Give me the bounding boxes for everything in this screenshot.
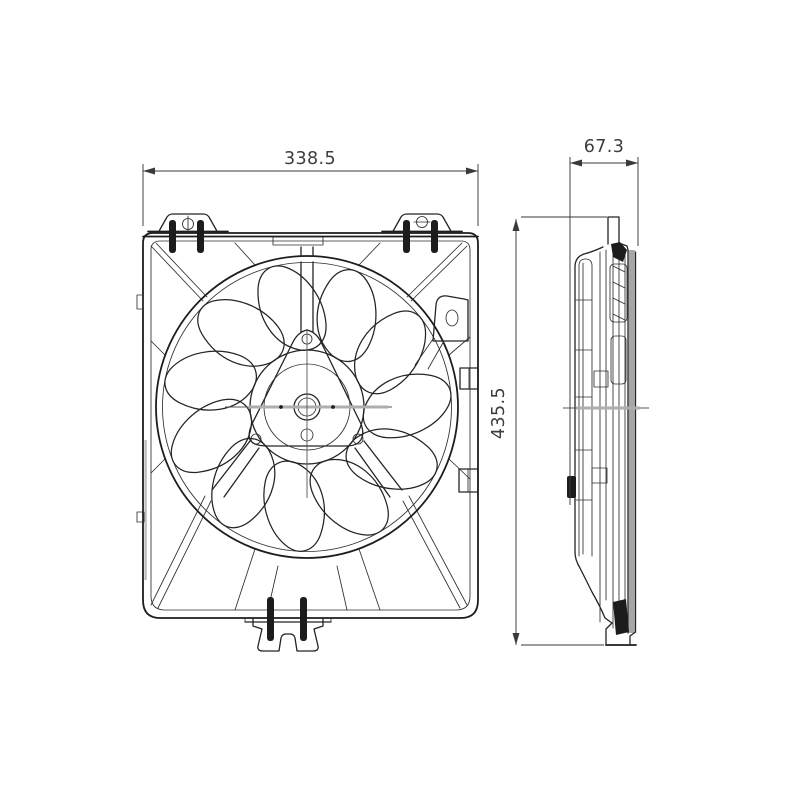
dimension-width-label: 338.5 [283, 149, 337, 169]
side-view [563, 217, 649, 645]
side-internal-structure [567, 242, 629, 635]
front-view [137, 214, 478, 651]
top-mount-bracket-right [382, 214, 462, 253]
dimension-height [489, 217, 607, 645]
dimension-depth-label: 67.3 [583, 137, 625, 157]
dimension-height-label: 435.5 [489, 386, 509, 440]
shroud-outline [137, 233, 478, 618]
shroud-ribs [151, 243, 470, 610]
bottom-mount-bracket [245, 597, 331, 651]
